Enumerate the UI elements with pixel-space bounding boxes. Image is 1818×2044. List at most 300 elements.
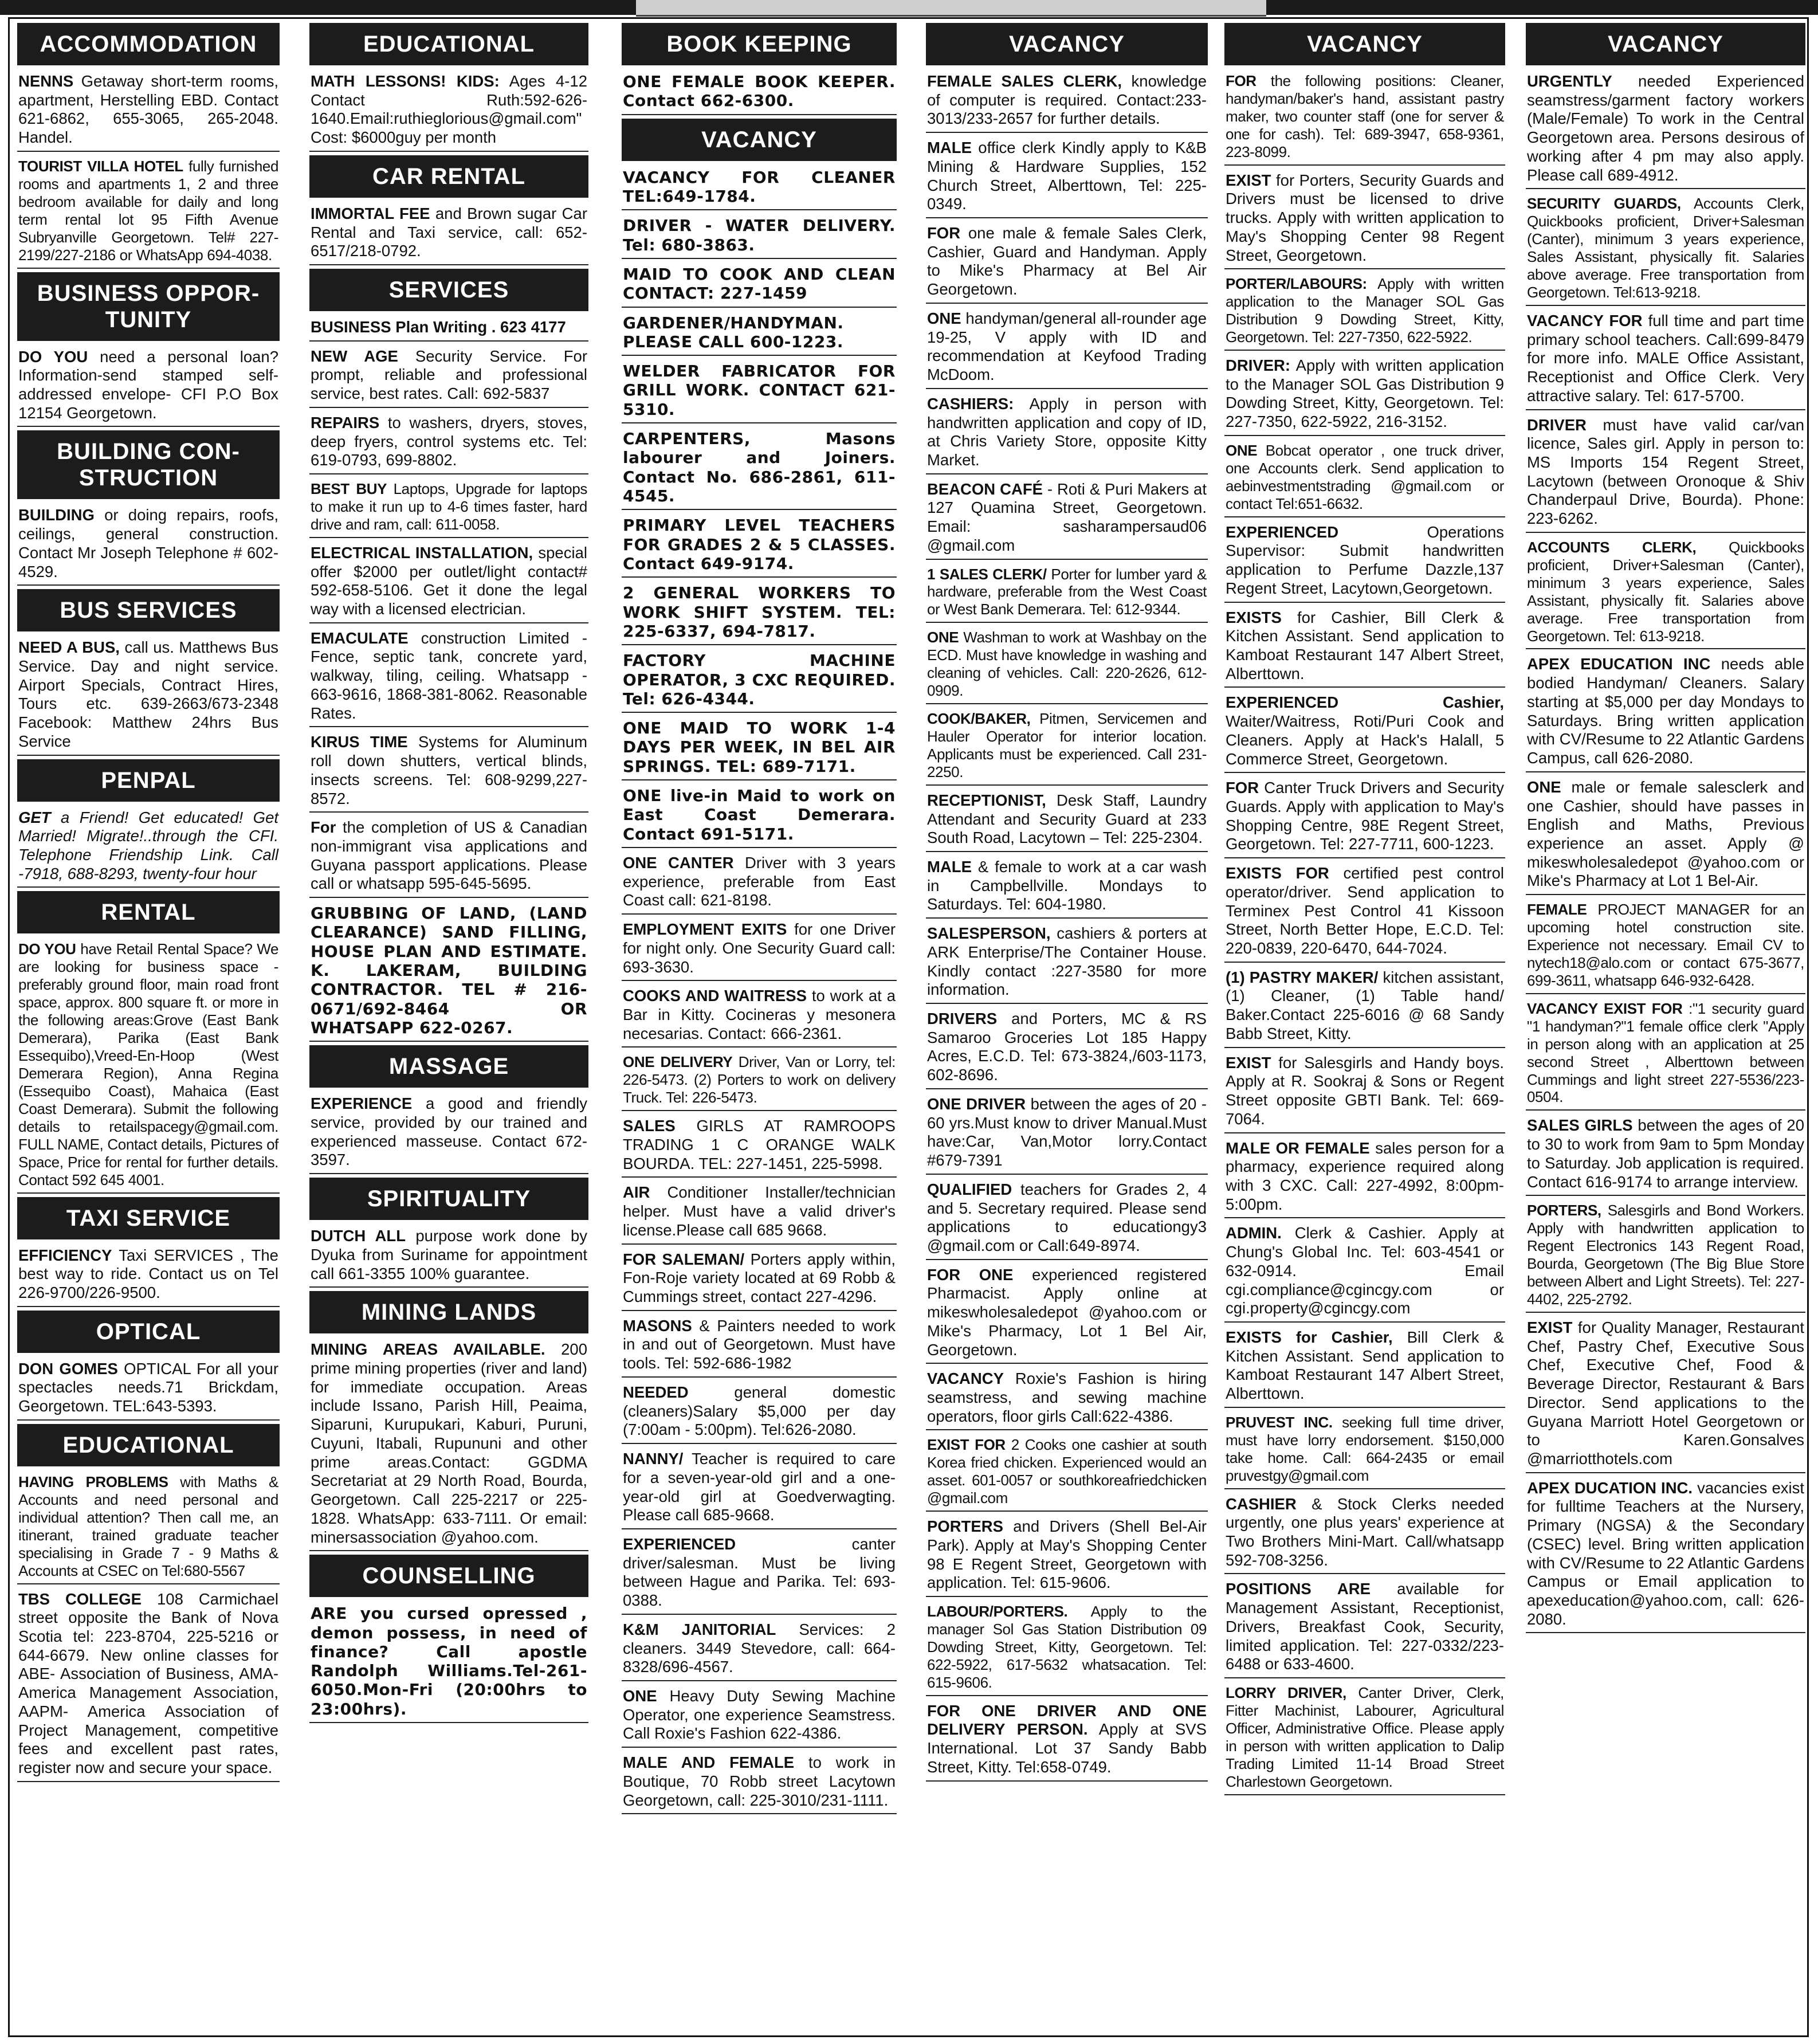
section-header: VACANCY xyxy=(622,119,897,161)
classified-ad xyxy=(17,938,280,1193)
ad-text: certified pest control operator/driver. Send application to Terminex Pest Control 41 Kissoon Street, North Better Hope, E.C.D. Tel: 220-0839, 220-6470, 644-7024. xyxy=(1226,864,1505,958)
ad-lead: ACCOUNTS CLERK, xyxy=(1527,538,1697,556)
ad-lead: ONE DELIVERY xyxy=(623,1053,733,1071)
classified-ad xyxy=(622,1248,897,1311)
classified-ad xyxy=(309,202,588,265)
classified-ad xyxy=(1224,1682,1505,1795)
ad-lead: (1) PASTRY MAKER/ xyxy=(1226,968,1379,986)
classified-ad xyxy=(622,1751,897,1814)
ad-text: Accounts Clerk, Quickbooks proficient, Driver+Salesman (Canter), minimum 3 years experience, Sales Assistant, physically fit. Salaries above average. Free transportation from Georgetown. Tel:613-9218. xyxy=(1527,195,1804,301)
classified-ad xyxy=(926,222,1208,304)
ad-lead: ARE you cursed opressed , demon possess, in need of finance? Call apostle Randolph Williams.Tel-261-6050.Mon-Fri (20:00hrs to 23:00hrs). xyxy=(311,1604,587,1719)
column-3 xyxy=(622,23,897,2031)
column-4 xyxy=(926,23,1208,2031)
classified-ad xyxy=(622,1051,897,1111)
classified-ad xyxy=(1224,1493,1505,1575)
classified-ad xyxy=(309,1225,588,1288)
classified-ad xyxy=(1224,521,1505,603)
classified-ad xyxy=(926,708,1208,786)
ad-lead: SECURITY GUARDS, xyxy=(1527,195,1681,213)
ad-lead: COOK/BAKER, xyxy=(927,710,1031,728)
ad-text: to work in Boutique, 70 Robb street Lacytown Georgetown, call: 225-3010/231-1111. xyxy=(623,1753,896,1809)
classified-ad xyxy=(622,262,897,308)
ad-text: Clerk & Cashier. Apply at Chung's Global Inc. Tel: 603-4541 or 632-0914. Email cgi.compliance@cgincgy.com or cgi.property@cgincgy.com xyxy=(1226,1224,1504,1317)
ad-lead: NEW AGE xyxy=(311,347,398,365)
ad-lead: RECEPTIONIST, xyxy=(927,791,1046,809)
ad-lead: IMMORTAL FEE xyxy=(311,204,430,222)
ad-text: :"1 security guard "1 handyman?"1 female office clerk "Apply in person along with an application at 25 second Street , Alberttown between Cummings and light street 227-5536/223-0504. xyxy=(1527,999,1804,1106)
ad-lead: ONE CANTER xyxy=(623,854,734,872)
ad-lead: ELECTRICAL INSTALLATION, xyxy=(311,543,533,562)
ad-text: to work at a Bar in Kitty. Cocineras y mesonera necesarias. Contact: 666-2361. xyxy=(623,987,896,1042)
ad-lead: ONE xyxy=(1527,778,1561,796)
ad-text: Laptops, Upgrade for laptops to make it run up to 4-6 times faster, hard drive and ram, call: 611-0058. xyxy=(311,480,587,533)
ad-lead: MALE xyxy=(927,139,972,157)
ad-text: with Maths & Accounts and need personal and individual attention? Then call me, an itinerant, trained graduate teacher specialising in Grade 7 - 9 Maths & Accounts at CSEC on Tel:680-5567 xyxy=(18,1473,278,1579)
ad-lead: DRIVERS xyxy=(927,1010,998,1028)
classified-ad xyxy=(1224,273,1505,351)
ad-text: 108 Carmichael street opposite the Bank of Nova Scotia tel: 223-8704, 225-5216 or 644-6679. New online classes for ABE- Association of Business, AMA- America Management Association, AAPM- America Association of Project Management, competitive fees and excellent past rates, register now and secure your space. xyxy=(18,1590,279,1776)
classified-ad xyxy=(622,1533,897,1615)
ad-lead: CARPENTERS, Masons labourer and Joiners. Contact No. 686-2861, 611-4545. xyxy=(623,429,896,505)
classified-ad xyxy=(309,345,588,408)
classified-ad xyxy=(622,1115,897,1178)
classified-ad xyxy=(309,816,588,898)
ad-lead: EXPERIENCED xyxy=(623,1535,736,1553)
ad-text: and Porters, MC & RS Samaroo Groceries Lot 185 Happy Acres, E.C.D. Tel: 673-3824,/603-1173, 602-8696. xyxy=(927,1010,1207,1084)
ad-text: for Porters, Security Guards and Drivers must be licensed to drive trucks. Apply with written application to May's Shopping Center 98 Regent Street, Georgetown. xyxy=(1226,171,1505,264)
classified-ad xyxy=(622,1381,897,1444)
ad-text: call us. Matthews Bus Service. Day and night service. Airport Specials, Contract Hires, Tours etc. 639-2663/673-2348 Facebook: Matthew 24hrs Bus Service xyxy=(18,638,279,750)
ad-lead: NENNS xyxy=(18,72,74,90)
ad-text: Driver with 3 years experience, preferable from East Coast call: 621-8198. xyxy=(623,854,896,909)
ad-lead: FOR SALEMAN/ xyxy=(623,1250,745,1268)
ad-text: teachers for Grades 2, 4 and 5. Secretary required. Please send applications to educationgy3 @gmail.com or Call:649-8974. xyxy=(927,1180,1207,1254)
classified-ad xyxy=(1224,1411,1505,1489)
ad-lead: NEEDED xyxy=(623,1383,689,1401)
section-header: CAR RENTAL xyxy=(309,155,588,198)
ad-lead: BUSINESS Plan Writing . 623 4177 xyxy=(311,318,566,336)
classified-ad xyxy=(1224,70,1505,166)
ad-text: male or female salesclerk and one Cashier, should have passes in English and Maths, Previous experience an asset. Apply @ mikeswholesaledepot @yahoo.com or Mike's Pharmacy at Lot 1 Bel-Air. xyxy=(1527,778,1804,890)
ad-lead: NEED A BUS, xyxy=(18,638,120,657)
section-header: RENTAL xyxy=(17,891,280,933)
classified-ad xyxy=(17,1358,280,1421)
classified-ad xyxy=(926,1700,1208,1782)
ad-lead: EMACULATE xyxy=(311,629,409,647)
classified-ad xyxy=(309,1602,588,1723)
classified-ad xyxy=(1224,440,1505,517)
section-header: VACANCY xyxy=(1224,23,1505,65)
classified-ad xyxy=(1224,1052,1505,1133)
ad-text: or doing repairs, roofs, ceilings, general construction. Contact Mr Joseph Telephone # 602-4529. xyxy=(18,506,278,580)
section-header: MASSAGE xyxy=(309,1045,588,1088)
ad-lead: MAID TO COOK AND CLEAN CONTACT: 227-1459 xyxy=(623,264,896,303)
ad-lead: K&M JANITORIAL xyxy=(623,1620,776,1638)
ad-text: Waiter/Waitress, Roti/Puri Cook and Cleaners. Apply at Hack's Halall, 5 Commerce Street, Georgetown. xyxy=(1226,712,1504,768)
ad-text: office clerk Kindly apply to K&B Mining & Hardware Supplies, 152 Church Street, Alberttown, Tel: 225-0349. xyxy=(927,139,1207,213)
ad-lead: AIR xyxy=(623,1183,650,1202)
classified-ad xyxy=(1526,998,1805,1111)
classified-ad xyxy=(1526,653,1805,772)
ad-lead: EXPERIENCED Cashier, xyxy=(1226,693,1504,712)
ad-lead: EXPERIENCED xyxy=(1226,523,1339,541)
classified-ad xyxy=(1224,862,1505,963)
classified-ad xyxy=(1224,606,1505,688)
ad-text: Conditioner Installer/technician helper. Must have a valid driver's license.Please call 685 9668. xyxy=(623,1183,896,1239)
classified-ad xyxy=(1526,1199,1805,1313)
ad-lead: LABOUR/PORTERS. xyxy=(927,1603,1068,1621)
ad-lead: APEX DUCATION INC. xyxy=(1527,1478,1693,1497)
classified-ad xyxy=(926,1515,1208,1597)
ad-text: kitchen assistant,(1) Cleaner, (1) Table hand/ Baker.Contact 225-6016 @ 68 Sandy Babb Street, Kitty. xyxy=(1226,968,1504,1042)
ad-lead: FOR xyxy=(1226,72,1256,89)
ad-text: have Retail Rental Space? We are looking for business space - preferably ground floor, main road front space, approx. 800 square ft. or more in the following areas:Grove (East Bank Demerara), Parika (East Bank Essequibo),Vreed-En-Hoop (West Demerara Region), Anna Regina (Essequibo Coast), Mahaica (East Coast Demerara). Submit the following details to retailspacegy@gmail.com. FULL NAME, Contact details, Pictures of Space, Price for rental for further details. Contact 592 645 4001. xyxy=(18,940,278,1188)
ad-text: construction Limited - Fence, septic tank, concrete yard, walkway, tiling, ceiling. Whatsapp - 663-9616, 1868-381-8062. Reasonable Rates. xyxy=(311,629,587,722)
section-header: BUSINESS OPPOR-TUNITY xyxy=(17,272,280,341)
ad-text: between the ages of 20 to 30 to work from 9am to 5pm Monday to Saturday. Job application is required. Contact 616-9174 to arrange interview. xyxy=(1527,1116,1805,1191)
ad-lead: EXISTS for Cashier, xyxy=(1226,1328,1393,1346)
ad-lead: BEST BUY xyxy=(311,480,387,498)
classified-ad xyxy=(309,542,588,623)
ad-text: Bobcat operator , one truck driver, one Accounts clerk. Send application to aebinvestmentstrading @gmail.com or contact Tel:651-6632. xyxy=(1226,441,1505,512)
ad-lead: SALES xyxy=(623,1117,676,1135)
ad-lead: ADMIN. xyxy=(1226,1224,1282,1242)
ad-lead: MATH LESSONS! KIDS: xyxy=(311,72,500,90)
ad-lead: DRIVER: xyxy=(1226,356,1291,375)
ad-lead: ONE MAID TO WORK 1-4 DAYS PER WEEK, IN BEL AIR SPRINGS. TEL: 689-7171. xyxy=(623,719,896,776)
ad-text: GIRLS AT RAMROOPS TRADING 1 C ORANGE WALK BOURDA. TEL: 227-1451, 225-5998. xyxy=(623,1117,896,1172)
ad-text: Washman to work at Washbay on the ECD. Must have knowledge in washing and cleaning of vehicles. Call: 220-2626, 612-0909. xyxy=(927,629,1207,700)
section-header: COUNSELLING xyxy=(309,1555,588,1597)
section-header: BOOK KEEPING xyxy=(622,23,897,65)
classified-ad xyxy=(1224,1578,1505,1678)
classified-ad xyxy=(17,155,280,269)
ad-text: needed Experienced seamstress/garment factory workers (Male/Female) To work in the Central Georgetown area. Persons desirous of working after 4 pm may also apply. Please call 689-4912. xyxy=(1527,72,1804,184)
ad-lead: TBS COLLEGE xyxy=(18,1590,142,1608)
classified-ad xyxy=(926,307,1208,389)
ad-text: Porter for lumber yard & hardware, preferable from the West Coast or West Bank Demerara. Tel: 612-9344. xyxy=(927,565,1207,618)
ad-lead: CASHIER xyxy=(1226,1494,1297,1513)
classified-ad xyxy=(926,1434,1208,1512)
classified-ad xyxy=(1526,1477,1805,1634)
ad-lead: COOKS AND WAITRESS xyxy=(623,987,807,1005)
classified-ad xyxy=(622,166,897,211)
classified-ad xyxy=(309,627,588,728)
ad-lead: PRIMARY LEVEL TEACHERS FOR GRADES 2 & 5 CLASSES. Contact 649-9174. xyxy=(623,516,896,573)
ad-lead: BUILDING xyxy=(18,506,95,524)
ad-text: Teacher is required to care for a seven-year-old girl and a one-year-old girl at Goedverwagting. Please call 685-9668. xyxy=(623,1450,896,1524)
classified-ad xyxy=(622,581,897,645)
ad-text: must have valid car/van licence, Sales girl. Apply in person to: MS Imports 154 Regent Street, Lacytown (between Oronoque & Shiv Chanderpaul Drive, Bourda). Phone: 223-6262. xyxy=(1527,415,1804,528)
classified-ad xyxy=(1526,536,1805,650)
ad-text: for Salesgirls and Handy boys. Apply at R. Sookraj & Sons or Regent Street opposite GBTI Bank. Tel: 669-7064. xyxy=(1226,1053,1505,1128)
ad-lead: ONE xyxy=(1226,441,1258,459)
section-header: EDUCATIONAL xyxy=(309,23,588,65)
top-tab xyxy=(636,0,1266,17)
ad-text: PROJECT MANAGER for an upcoming hotel construction site. Experience not necessary. Email CV to nytech18@alo.com or contact 675-3677, 699-3611, whatsapp 646-932-6428. xyxy=(1527,901,1805,989)
ad-text: Porters apply within, Fon-Roje variety located at 69 Robb & Cummings street, contact 227-4296. xyxy=(623,1250,896,1306)
ad-text: 200 prime mining properties (river and land) for immediate occupation. Areas include Issano, Parish Hill, Peaima, Siparuni, Kurupukari, Kaburi, Puruni, Cuyuni, Itabali, Rupununi and other prime areas.Contact: GGDMA Secretariat at 29 North Road, Bourda, Georgetown. Call 225-2217 or 225-1828. WhatsApp: 633-7111. Or email: minersassociation @yahoo.com. xyxy=(311,1340,587,1546)
classified-ad xyxy=(926,1007,1208,1089)
classified-ad xyxy=(926,393,1208,474)
ad-text: Canter Truck Drivers and Security Guards. Apply with application to May's Shopping Centre, 98E Regent Street, Georgetown. Tel: 227-7711, 600-1223. xyxy=(1226,779,1504,853)
classified-ad xyxy=(926,922,1208,1004)
ad-lead: POSITIONS ARE xyxy=(1226,1580,1371,1598)
column-6 xyxy=(1526,23,1805,2031)
ad-lead: DON GOMES xyxy=(18,1359,118,1378)
ad-lead: EXIST xyxy=(1527,1318,1573,1336)
classified-ad xyxy=(1526,193,1805,306)
classified-ad xyxy=(622,852,897,915)
classified-ad xyxy=(1224,1137,1505,1219)
ad-text: the completion of US & Canadian non-immigrant visa applications and Guyana passport applications. Please call or whatsapp 595-645-5695. xyxy=(311,818,588,893)
ad-text: purpose work done by Dyuka from Suriname for appointment call 661-3355 100% guarantee. xyxy=(311,1227,588,1282)
ad-lead: VACANCY EXIST FOR xyxy=(1527,999,1683,1017)
classified-ad xyxy=(1224,1326,1505,1408)
ad-text: Services: 2 cleaners. 3449 Stevedore, call: 664-8328/696-4567. xyxy=(623,1620,896,1676)
classified-ad xyxy=(1224,354,1505,436)
ad-lead: GARDENER/HANDYMAN. PLEASE CALL 600-1223. xyxy=(623,313,844,351)
ad-lead: LORRY DRIVER, xyxy=(1226,1684,1346,1702)
ad-text: the following positions: Cleaner, handyman/baker's hand, assistant pastry maker, two counter staff (one for server & one for cash). Tel: 689-3947, 658-9361, 223-8099. xyxy=(1226,72,1504,160)
ad-lead: FOR ONE DRIVER AND ONE DELIVERY PERSON. xyxy=(927,1701,1207,1739)
ad-text: Heavy Duty Sewing Machine Operator, one experience Seamstress. Call Roxie's Fashion 622-4386. xyxy=(623,1686,896,1743)
ad-text: knowledge of computer is required. Contact:233-3013/233-2657 for further details. xyxy=(927,72,1207,128)
classified-ad xyxy=(1224,169,1505,270)
ad-text: Driver, Van or Lorry, tel: 226-5473. (2) Porters to work on delivery Truck. Tel: 226-5473. xyxy=(623,1053,896,1107)
ad-text: & female to work at a car wash in Campbellville. Mondays to Saturdays. Tel: 604-1980. xyxy=(927,858,1207,913)
ad-lead: MALE xyxy=(927,858,972,876)
section-header: BUS SERVICES xyxy=(17,589,280,631)
ad-lead: EMPLOYMENT EXITS xyxy=(623,920,787,939)
classified-ad xyxy=(309,731,588,813)
ad-text: between the ages of 20 - 60 yrs.Must know to driver Manual.Must have:Car, Van,Motor lorry.Contact #679-7391 xyxy=(927,1094,1207,1170)
classified-ad xyxy=(926,856,1208,919)
ad-lead: VACANCY FOR xyxy=(1527,311,1643,329)
ad-text: cashiers & porters at ARK Enterprise/The Container House. Kindly contact :227-3580 for more information. xyxy=(927,924,1207,999)
ad-lead: DO YOU xyxy=(18,347,88,366)
classified-ad xyxy=(17,1588,280,1782)
ad-text: Apply in person with handwritten application and copy of ID, at Chris Variety Store, opposite Kitty Market. xyxy=(927,394,1207,469)
classified-ad xyxy=(1526,1114,1805,1196)
classified-ad xyxy=(1526,414,1805,533)
ad-text: Apply to the manager Sol Gas Station Distribution 09 Dowding Street, Kitty, Georgetown. Tel: 622-5922, 617-5632 whatsacation. Tel: 615-9606. xyxy=(927,1603,1207,1691)
ad-lead: EFFICIENCY xyxy=(18,1246,112,1264)
ad-lead: MASONS xyxy=(623,1316,692,1335)
ad-lead: FOR xyxy=(927,224,961,242)
ad-text: Operations Supervisor: Submit handwritten application to Perfume Dazzle,137 Regent Street, Lacytown,Georgetown. xyxy=(1226,523,1504,597)
classified-ad xyxy=(622,649,897,713)
ad-lead: FEMALE SALES CLERK, xyxy=(927,72,1122,90)
ad-lead: APEX EDUCATION INC xyxy=(1527,655,1711,673)
ad-lead: ONE FEMALE BOOK KEEPER. Contact 662-6300. xyxy=(623,72,896,111)
section-header: SPIRITUALITY xyxy=(309,1178,588,1220)
section-header: VACANCY xyxy=(1526,23,1805,65)
classified-ad xyxy=(1526,776,1805,895)
ad-lead: FOR ONE xyxy=(927,1265,1014,1284)
ad-text: for Quality Manager, Restaurant Chef, Pastry Chef, Executive Sous Chef, Executive Chef, Food & Beverage Director, Restaurant & Bars Director. Send applications to the Guyana Marriott Hotel Georgetown or to Karen.Gonsalves @marriotthotels.com xyxy=(1527,1318,1805,1468)
ad-text: Taxi SERVICES , The best way to ride. Contact us on Tel 226-9700/226-9500. xyxy=(18,1246,278,1301)
ad-text: fully furnished rooms and apartments 1, 2 and three bedroom available for daily and long term rental lot 95 Fifth Avenue Subryanville Georgetown. Tel# 227-2199/227-2186 or WhatsApp 694-4038. xyxy=(18,157,279,264)
ad-lead: WELDER FABRICATOR FOR GRILL WORK. CONTACT 621-5310. xyxy=(623,362,896,419)
classified-ad xyxy=(622,214,897,259)
classified-ad xyxy=(1526,899,1805,994)
classified-ad xyxy=(1526,309,1805,410)
classified-ad xyxy=(926,1600,1208,1696)
ad-text: Getaway short-term rooms, apartment, Herstelling EBD. Contact 621-6862, 655-3065, 265-2048. Handel. xyxy=(18,72,278,147)
classified-ad xyxy=(1526,70,1805,189)
classified-ad xyxy=(1224,966,1505,1048)
ad-lead: ONE xyxy=(927,629,959,646)
classified-ad xyxy=(309,478,588,538)
ad-lead: TOURIST VILLA HOTEL xyxy=(18,157,183,175)
ad-text: Apply with written application to the Manager SOL Gas Distribution 9 Dowding Street, Kitty, Georgetown. Tel: 227-7350, 622-5922, 216-3152. xyxy=(1226,356,1504,431)
classified-ad xyxy=(309,70,588,152)
classified-ad xyxy=(622,427,897,510)
classified-ad xyxy=(926,1178,1208,1260)
classified-ad xyxy=(926,626,1208,704)
section-header: MINING LANDS xyxy=(309,1291,588,1333)
ad-text: a Friend! Get educated! Get Married! Migrate!..through the CFI. Telephone Friendship Link. Call -7918, 688-8293, twenty-four hour xyxy=(18,808,279,882)
classified-ad xyxy=(622,1447,897,1529)
ad-lead: PRUVEST INC. xyxy=(1226,1413,1333,1431)
classified-ad xyxy=(926,1264,1208,1364)
ad-lead: REPAIRS xyxy=(311,413,380,431)
classified-ad xyxy=(309,411,588,474)
ad-lead: ONE DRIVER xyxy=(927,1094,1026,1113)
classified-ad xyxy=(926,70,1208,133)
column-1 xyxy=(17,23,280,2031)
ad-text: Bill Clerk & Kitchen Assistant. Send application to Kamboat Restaurant 147 Albert Street, Alberttown. xyxy=(1226,1328,1505,1403)
classified-ad xyxy=(1526,1316,1805,1473)
ad-lead: FEMALE xyxy=(1527,901,1587,919)
ad-lead: VACANCY FOR CLEANER TEL:649-1784. xyxy=(623,167,896,206)
ad-text: Canter Driver, Clerk, Fitter Machinist, Labourer, Agricultural Officer, Administrative Office. Please apply in person with written application to Dalip Trading Limited 11-14 Broad Street Charlestown Georgetown. xyxy=(1226,1684,1504,1790)
ad-lead: SALESPERSON, xyxy=(927,924,1051,943)
ad-text: & Painters needed to work in and out of Georgetown. Must have tools. Tel: 592-686-1982 xyxy=(623,1316,896,1372)
classified-ad xyxy=(1224,776,1505,858)
ad-text: seeking full time driver, must have lorry endorsement. $150,000 take home. Call: 664-2435 or email pruvestgy@gmail.com xyxy=(1226,1413,1504,1484)
ad-lead: EXIST xyxy=(1226,171,1271,189)
ad-text: experienced registered Pharmacist. Apply online at mikeswholesaledepot @yahoo.com or Mike's Pharmacy, Lot 1 Bel Air, Georgetown. xyxy=(927,1265,1207,1359)
ad-text: for Cashier, Bill Clerk & Kitchen Assistant. Send application to Kamboat Restaurant 147 Albert Street, Alberttown. xyxy=(1226,608,1504,682)
ad-lead: SALES GIRLS xyxy=(1527,1116,1633,1135)
ad-lead: EXIST xyxy=(1226,1053,1271,1072)
classified-ad xyxy=(622,1618,897,1681)
classified-ad xyxy=(17,806,280,888)
classified-ad xyxy=(622,784,897,848)
ad-text: Systems for Aluminum roll down shutters, vertical blinds, insects screens. Tel: 608-9299,227-8572. xyxy=(311,733,588,807)
ad-lead: QUALIFIED xyxy=(927,1180,1012,1198)
classified-ad xyxy=(622,513,897,578)
ad-lead: EXISTS FOR xyxy=(1226,864,1329,882)
section-header: VACANCY xyxy=(926,23,1208,65)
ad-text: and Brown sugar Car Rental and Taxi service, call: 652-6517/218-0792. xyxy=(311,204,587,260)
ad-text: and Drivers (Shell Bel-Air Park). Apply at May's Shopping Center 98 E Regent Street, Georgetown with application. Tel: 615-9606. xyxy=(927,1517,1207,1592)
ad-lead: GET xyxy=(18,808,51,826)
classified-ad xyxy=(309,901,588,1042)
ad-lead: DUTCH ALL xyxy=(311,1227,406,1245)
ad-text: vacancies exist for fulltime Teachers at the Nursery, Primary (NGSA) & the Secondary (CSEC) level. Bring written application with CV/Resume to 22 Atlantic Gardens Campus or Email application to apexeducation@yahoo.com, call: 626-2080. xyxy=(1527,1478,1804,1628)
ad-lead: MINING AREAS AVAILABLE. xyxy=(311,1340,545,1359)
ad-lead: NANNY/ xyxy=(623,1450,684,1468)
classified-ad xyxy=(622,1181,897,1244)
classified-ad xyxy=(309,316,588,342)
classified-ad xyxy=(622,359,897,423)
classified-ad xyxy=(622,70,897,115)
ad-lead: DRIVER xyxy=(1527,415,1587,434)
ad-text: full time and part time primary school teachers. Call:699-8479 for more info. MALE Office Assistant, Receptionist and Office Clerk. Very attractive salary. Tel: 617-5700. xyxy=(1527,311,1805,405)
ad-text: needs able bodied Handyman/ Cleaners. Salary starting at $5,000 per day Mondays to Saturdays. Bring written application with CV/Resume to 22 Atlantic Gardens Campus, call 626-2080. xyxy=(1527,655,1805,767)
classified-ad xyxy=(926,1367,1208,1430)
ad-lead: URGENTLY xyxy=(1527,72,1612,90)
ad-lead: PORTERS, xyxy=(1527,1202,1601,1219)
classified-ad xyxy=(17,1471,280,1584)
classified-ad xyxy=(622,1315,897,1378)
classified-ad xyxy=(622,716,897,780)
ad-lead: For xyxy=(311,818,336,837)
classified-ad xyxy=(622,311,897,356)
ad-lead: GRUBBING OF LAND, (LAND CLEARANCE) SAND FILLING, HOUSE PLAN AND ESTIMATE. K. LAKERAM, BUILDING CONTRACTOR. TEL # 216-0671/692-8464 OR WHATSAPP 622-0267. xyxy=(311,904,587,1037)
column-2 xyxy=(309,23,588,2031)
ad-lead: FACTORY MACHINE OPERATOR, 3 CXC REQUIRED. Tel: 626-4344. xyxy=(623,651,896,708)
ad-text: & Stock Clerks needed urgently, one plus years' experience at Two Brothers Mini-Mart. Call/whatsapp 592-708-3256. xyxy=(1226,1494,1504,1569)
section-header: OPTICAL xyxy=(17,1311,280,1353)
ad-text: need a personal loan? Information-send stamped self-addressed envelope- CFI P.O Box 12154 Georgetown. xyxy=(18,347,279,422)
ad-lead: PORTERS xyxy=(927,1517,1003,1536)
column-5 xyxy=(1224,23,1505,2031)
ad-lead: BEACON CAFÉ xyxy=(927,480,1043,498)
classified-ad xyxy=(622,918,897,981)
ad-lead: PORTER/LABOURS: xyxy=(1226,275,1367,293)
section-header: ACCOMMODATION xyxy=(17,23,280,65)
section-header: TAXI SERVICE xyxy=(17,1197,280,1239)
section-header: EDUCATIONAL xyxy=(17,1424,280,1466)
ad-text: a good and friendly service, provided by our trained and experienced masseuse. Contact 672-3597. xyxy=(311,1094,587,1169)
ad-lead: HAVING PROBLEMS xyxy=(18,1473,168,1490)
ad-text: Roxie's Fashion is hiring seamstress, and sewing machine operators, floor girls Call:622-4386. xyxy=(927,1370,1207,1425)
classified-ad xyxy=(17,1244,280,1307)
ad-text: available for Management Assistant, Receptionist, Drivers, Breakfast Cook, Security, limited application. Tel: 227-0332/223-6488 or 633-4600. xyxy=(1226,1580,1504,1673)
ad-lead: EXPERIENCE xyxy=(311,1094,413,1113)
ad-text: Apply with written application to the Manager SOL Gas Distribution 9 Dowding Street, Kitty, Georgetown. Tel: 227-7350, 622-5922. xyxy=(1226,275,1504,346)
section-header: BUILDING CON-STRUCTION xyxy=(17,430,280,499)
ad-lead: CASHIERS: xyxy=(927,394,1014,413)
classified-ad xyxy=(17,346,280,427)
ad-text: Salesgirls and Bond Workers. Apply with handwritten application to Regent Electronics 143 Regent Road, Bourda, Georgetown (The Big Blue Store between Albert and Light Streets). Tel: 227-4402, 225-2792. xyxy=(1527,1202,1804,1308)
classified-ad xyxy=(17,504,280,586)
ad-text: canter driver/salesman. Must be living between Hague and Parika. Tel: 693-0388. xyxy=(623,1535,896,1610)
ad-lead: MALE AND FEMALE xyxy=(623,1753,795,1772)
ad-lead: MALE OR FEMALE xyxy=(1226,1139,1370,1157)
classified-ad xyxy=(17,70,280,152)
ad-text: general domestic (cleaners)Salary $5,000 per day (7:00am - 5:00pm). Tel:626-2080. xyxy=(623,1383,896,1439)
ad-lead: 2 GENERAL WORKERS TO WORK SHIFT SYSTEM. TEL: 225-6337, 694-7817. xyxy=(623,583,896,641)
ad-lead: 1 SALES CLERK/ xyxy=(927,565,1047,583)
ad-text: OPTICAL For all your spectacles needs.71 Brickdam, Georgetown. TEL:643-5393. xyxy=(18,1359,279,1415)
ad-lead: FOR xyxy=(1226,779,1259,797)
classified-ad xyxy=(622,1685,897,1748)
classified-ad xyxy=(926,136,1208,218)
ad-text: Ages 4-12 Contact Ruth:592-626-1640.Email:ruthieglorious@gmail.com" Cost: $6000guy per month xyxy=(311,72,587,147)
classified-ad xyxy=(926,563,1208,623)
classified-ad xyxy=(926,789,1208,852)
section-header: SERVICES xyxy=(309,269,588,311)
classified-ad xyxy=(1224,691,1505,773)
ad-text: Desk Staff, Laundry Attendant and Security Guard at 233 South Road, Lacytown – Tel: 225-2304. xyxy=(927,791,1207,847)
ad-text: Pitmen, Servicemen and Hauler Operator for interior location. Applicants must be experienced. Call 231-2250. xyxy=(927,710,1207,780)
